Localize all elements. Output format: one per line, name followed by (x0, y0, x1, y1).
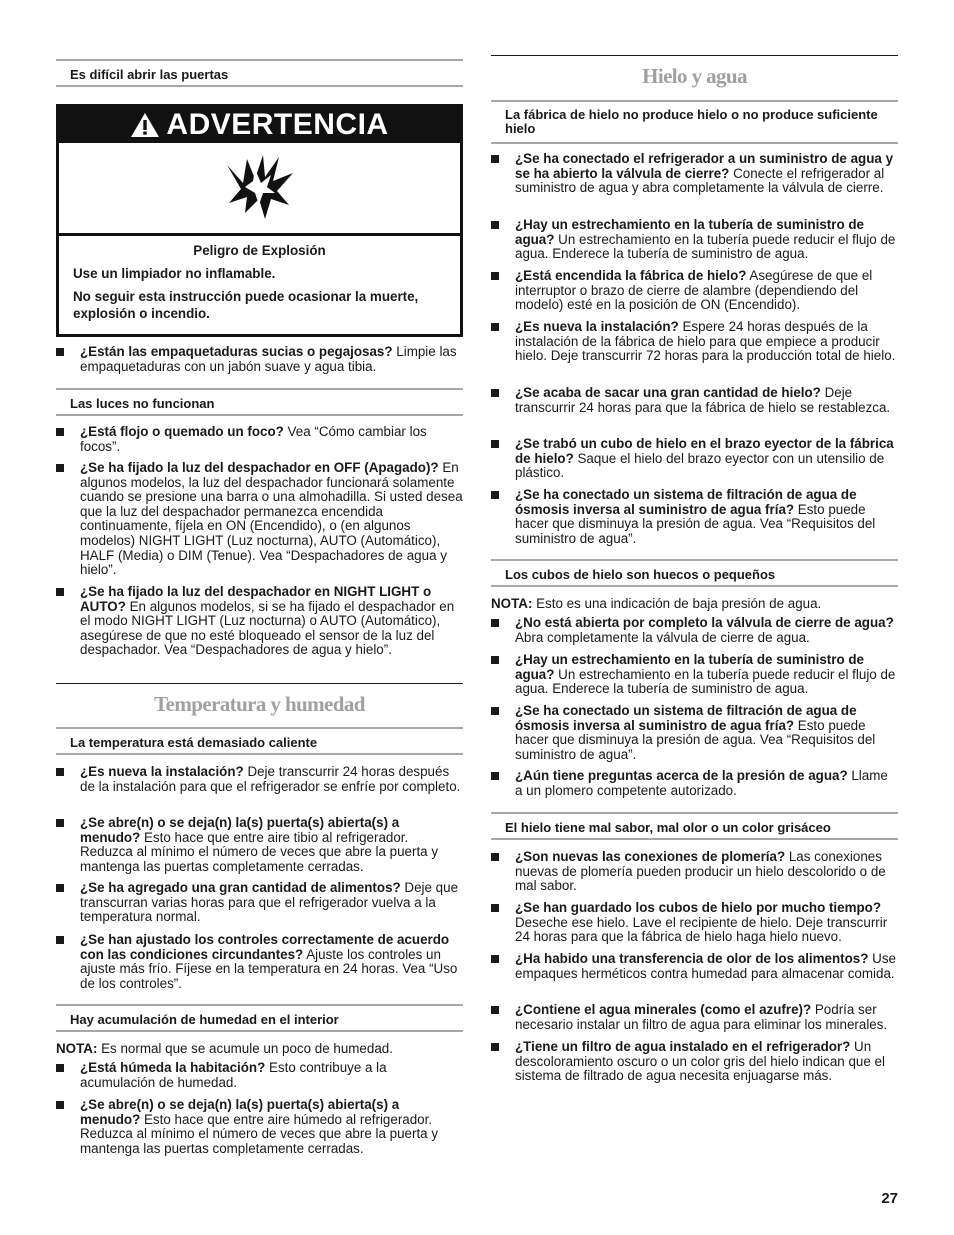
bullet (56, 819, 64, 827)
bullet (491, 491, 499, 499)
warning-title: ADVERTENCIA (166, 108, 389, 141)
bullet (56, 936, 64, 944)
list-item: ¿Se ha conectado un sistema de filtración de agua de ósmosis inversa al suministro de agua fría? Esto puede hacer que disminuya la presión de agua. Vea “Requisitos del suministro de agua”. (491, 488, 898, 546)
section-title-temperature: Temperatura y humedad (56, 683, 463, 717)
humidity-note: NOTA: Es normal que se acumule un poco de humedad. (56, 1041, 393, 1056)
list-item: ¿Se ha conectado el refrigerador a un suministro de agua y se ha abierto la válvula de cierre? Conecte el refrigerador al suministro de agua y abra completamente la válvula de cierre. (491, 152, 898, 196)
list-item: ¿Se han guardado los cubos de hielo por mucho tiempo? Deseche ese hielo. Lave el recipiente de hielo. Deje transcurrir 24 horas para que la fábrica de hielo haga hielo nuevo. (491, 901, 898, 945)
warning-triangle-icon (130, 112, 160, 138)
list-item: ¿Está encendida la fábrica de hielo? Asegúrese de que el interruptor o brazo de cierre de alambre (dependiendo del modelo) esté en la posición de ON (Encendido). (491, 269, 898, 313)
subhead-no-ice: La fábrica de hielo no produce hielo o no produce suficiente hielo (491, 100, 898, 144)
hollow-note: NOTA: Esto es una indicación de baja presión de agua. (491, 596, 822, 611)
warning-body (59, 236, 460, 322)
warning-line1: Use un limpiador no inflamable. (73, 266, 276, 281)
list-item: ¿Es nueva la instalación? Espere 24 horas después de la instalación de la fábrica de hielo para que empiece a producir hielo. Deje transcurrir 72 horas para la producción total de hielo. (491, 320, 898, 364)
bullet (56, 464, 64, 472)
list-item: ¿Hay un estrechamiento en la tubería de suministro de agua? Un estrechamiento en la tubería puede reducir el flujo de agua. Enderece la tubería de suministro de agua. (491, 653, 898, 697)
list-item: ¿Se ha fijado la luz del despachador en NIGHT LIGHT o AUTO? En algunos modelos, si se ha fijado el despachador en el modo NIGHT LIGHT (Luz nocturna) o AUTO (Automático), asegúrese de que no esté bloqueado el sensor de la luz del despachador. Vea “Despachadores de agua y hielo”. (56, 585, 463, 658)
bullet (491, 656, 499, 664)
explosion-icon (225, 153, 295, 223)
page-number: 27 (881, 1190, 898, 1207)
subhead-humidity: Hay acumulación de humedad en el interior (56, 1004, 463, 1032)
bullet (491, 619, 499, 627)
bullet (491, 853, 499, 861)
bullet (491, 389, 499, 397)
subhead-doors: Es difícil abrir las puertas (56, 59, 463, 87)
bullet (491, 155, 499, 163)
list-item: ¿No está abierta por completo la válvula de cierre de agua? Abra completamente la válvula de cierre de agua. (491, 616, 898, 645)
section-title-ice: Hielo y agua (491, 55, 898, 89)
list-item: ¿Se abre(n) o se deja(n) la(s) puerta(s) abierta(s) a menudo? Esto hace que entre aire tibio al refrigerador. Reduzca al mínimo el número de veces que abre la puerta y mantenga las puertas completamente cerradas. (56, 816, 463, 874)
list-item: ¿Está húmeda la habitación? Esto contribuye a la acumulación de humedad. (56, 1061, 463, 1090)
list-item: ¿Son nuevas las conexiones de plomería? Las conexiones nuevas de plomería pueden producir un hielo descolorido o de mal sabor. (491, 850, 898, 894)
list-item: ¿Se han ajustado los controles correctamente de acuerdo con las condiciones circundantes? Ajuste los controles un ajuste más frío. Fíjese en la temperatura en 24 horas. Vea “Uso de los controles”. (56, 933, 463, 991)
list-item: ¿Se acaba de sacar una gran cantidad de hielo? Deje transcurrir 24 horas para que la fábrica de hielo se restablezca. (491, 386, 898, 415)
explosion-picture (59, 143, 460, 236)
warning-danger: Peligro de Explosión (193, 243, 326, 258)
list-item: ¿Contiene el agua minerales (como el azufre)? Podría ser necesario instalar un filtro de agua para eliminar los minerales. (491, 1003, 898, 1032)
list-item: ¿Hay un estrechamiento en la tubería de suministro de agua? Un estrechamiento en la tubería puede reducir el flujo de agua. Enderece la tubería de suministro de agua. (491, 218, 898, 262)
warning-line2: No seguir esta instrucción puede ocasionar la muerte, explosión o incendio. (73, 289, 419, 321)
bullet (491, 904, 499, 912)
bullet (491, 272, 499, 280)
list-item: ¿Ha habido una transferencia de olor de los alimentos? Use empaques herméticos contra humedad para almacenar comida. (491, 952, 898, 981)
list-item: ¿Es nueva la instalación? Deje transcurrir 24 horas después de la instalación para que el refrigerador se enfríe por completo. (56, 765, 463, 794)
warning-header (59, 107, 460, 143)
bullet (56, 884, 64, 892)
bullet (491, 221, 499, 229)
list-item: ¿Está flojo o quemado un foco? Vea “Cómo cambiar los focos”. (56, 425, 463, 454)
bullet (56, 768, 64, 776)
list-item: ¿Aún tiene preguntas acerca de la presión de agua? Llame a un plomero competente autorizado. (491, 769, 898, 798)
bullet (56, 1064, 64, 1072)
bullet (491, 707, 499, 715)
bullet (56, 1101, 64, 1109)
subhead-hot: La temperatura está demasiado caliente (56, 727, 463, 755)
list-item: ¿Se trabó un cubo de hielo en el brazo eyector de la fábrica de hielo? Saque el hielo del brazo eyector con un utensilio de plástico. (491, 437, 898, 481)
bullet (56, 428, 64, 436)
bullet (491, 1006, 499, 1014)
subhead-lights: Las luces no funcionan (56, 388, 463, 416)
list-item: ¿Están las empaquetaduras sucias o pegajosas? Limpie las empaquetaduras con un jabón suave y agua tibia. (56, 345, 463, 374)
list-item: ¿Se ha fijado la luz del despachador en OFF (Apagado)? En algunos modelos, la luz del despachador funcionará solamente cuando se presione una barra o una almohadilla. Si usted desea que la luz del despachador permanezca encendida continuamente, fíjela en ON (Encendido), o (en algunos modelos) NIGHT LIGHT (Luz nocturna), AUTO (Automático), HALF (Media) o DIM (Tenue). Vea “Despachadores de agua y hielo”. (56, 461, 463, 578)
bullet (56, 348, 64, 356)
list-item: ¿Tiene un filtro de agua instalado en el refrigerador? Un descoloramiento oscuro o un color gris del hielo indican que el sistema de filtrado de agua necesita enjuagarse más. (491, 1040, 898, 1084)
bullet (56, 588, 64, 596)
warning-box (56, 104, 463, 337)
list-item: ¿Se ha conectado un sistema de filtración de agua de ósmosis inversa al suministro de agua fría? Esto puede hacer que disminuya la presión de agua. Vea “Requisitos del suministro de agua”. (491, 704, 898, 762)
bullet (491, 772, 499, 780)
bullet (491, 955, 499, 963)
list-item: ¿Se ha agregado una gran cantidad de alimentos? Deje que transcurran varias horas para que el refrigerador vuelva a la temperatura normal. (56, 881, 463, 925)
list-item: ¿Se abre(n) o se deja(n) la(s) puerta(s) abierta(s) a menudo? Esto hace que entre aire húmedo al refrigerador. Reduzca al mínimo el número de veces que abre la puerta y mantenga las puertas completamente cerradas. (56, 1098, 463, 1156)
subhead-taste: El hielo tiene mal sabor, mal olor o un color grisáceo (491, 812, 898, 840)
subhead-hollow: Los cubos de hielo son huecos o pequeños (491, 559, 898, 587)
bullet (491, 1043, 499, 1051)
bullet (491, 323, 499, 331)
bullet (491, 440, 499, 448)
